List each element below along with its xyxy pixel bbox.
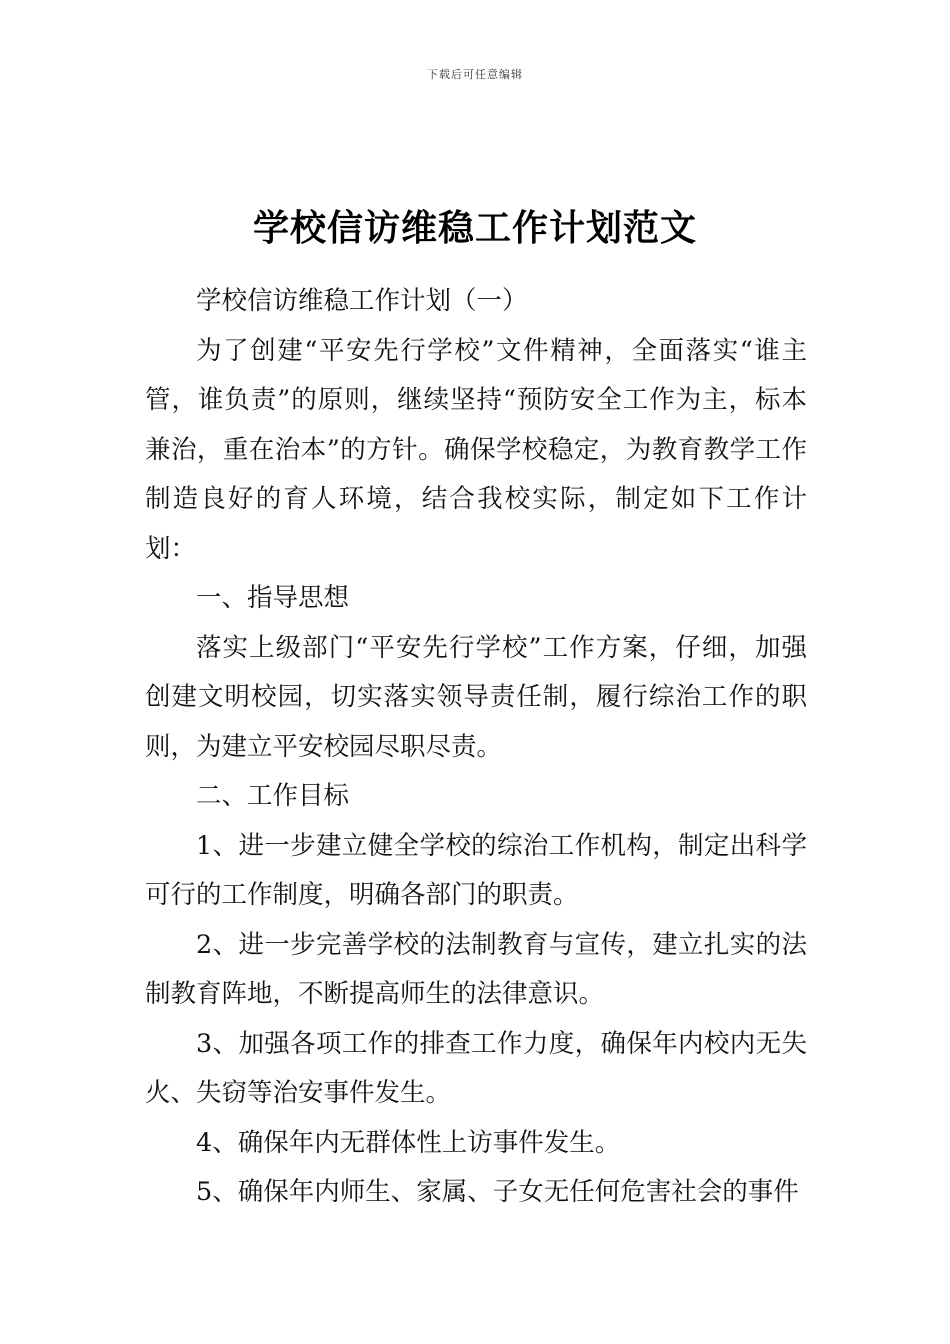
goal-item-2: 2、进一步完善学校的法制教育与宣传，建立扎实的法制教育阵地，不断提高师生的法律意识。 [145,929,807,1009]
goal-item-3: 3、加强各项工作的排查工作力度，确保年内校内无失火、失窃等治安事件发生。 [145,1028,807,1108]
goal-item-1: 1、进一步建立健全学校的综治工作机构，制定出科学可行的工作制度，明确各部门的职责。 [145,830,807,910]
section-heading-plan-one: 学校信访维稳工作计划（一） [196,286,528,316]
document-title: 学校信访维稳工作计划范文 [252,208,697,250]
guiding-thought-paragraph: 落实上级部门“平安先行学校”工作方案，仔细，加强创建文明校园，切实落实领导责任制，履行综治工作的职则，为建立平安校园尽职尽责。 [145,632,807,762]
page-header-note: 下载后可任意编辑 [427,68,523,81]
goal-item-5: 5、确保年内师生、家属、子女无任何危害社会的事件 [196,1177,799,1207]
section-heading-work-goals: 二、工作目标 [196,781,350,811]
document-body [145,277,807,1218]
goal-item-4: 4、确保年内无群体性上访事件发生。 [196,1127,621,1158]
section-heading-guiding-thought: 一、指导思想 [196,583,350,613]
intro-paragraph: 为了创建“平安先行学校”文件精神，全面落实“谁主管，谁负责”的原则，继续坚持“预防安全工作为主，标本兼治，重在治本”的方针。确保学校稳定，为教育教学工作制造良好的育人环境，结合我校实际，制定如下工作计划： [145,335,807,564]
